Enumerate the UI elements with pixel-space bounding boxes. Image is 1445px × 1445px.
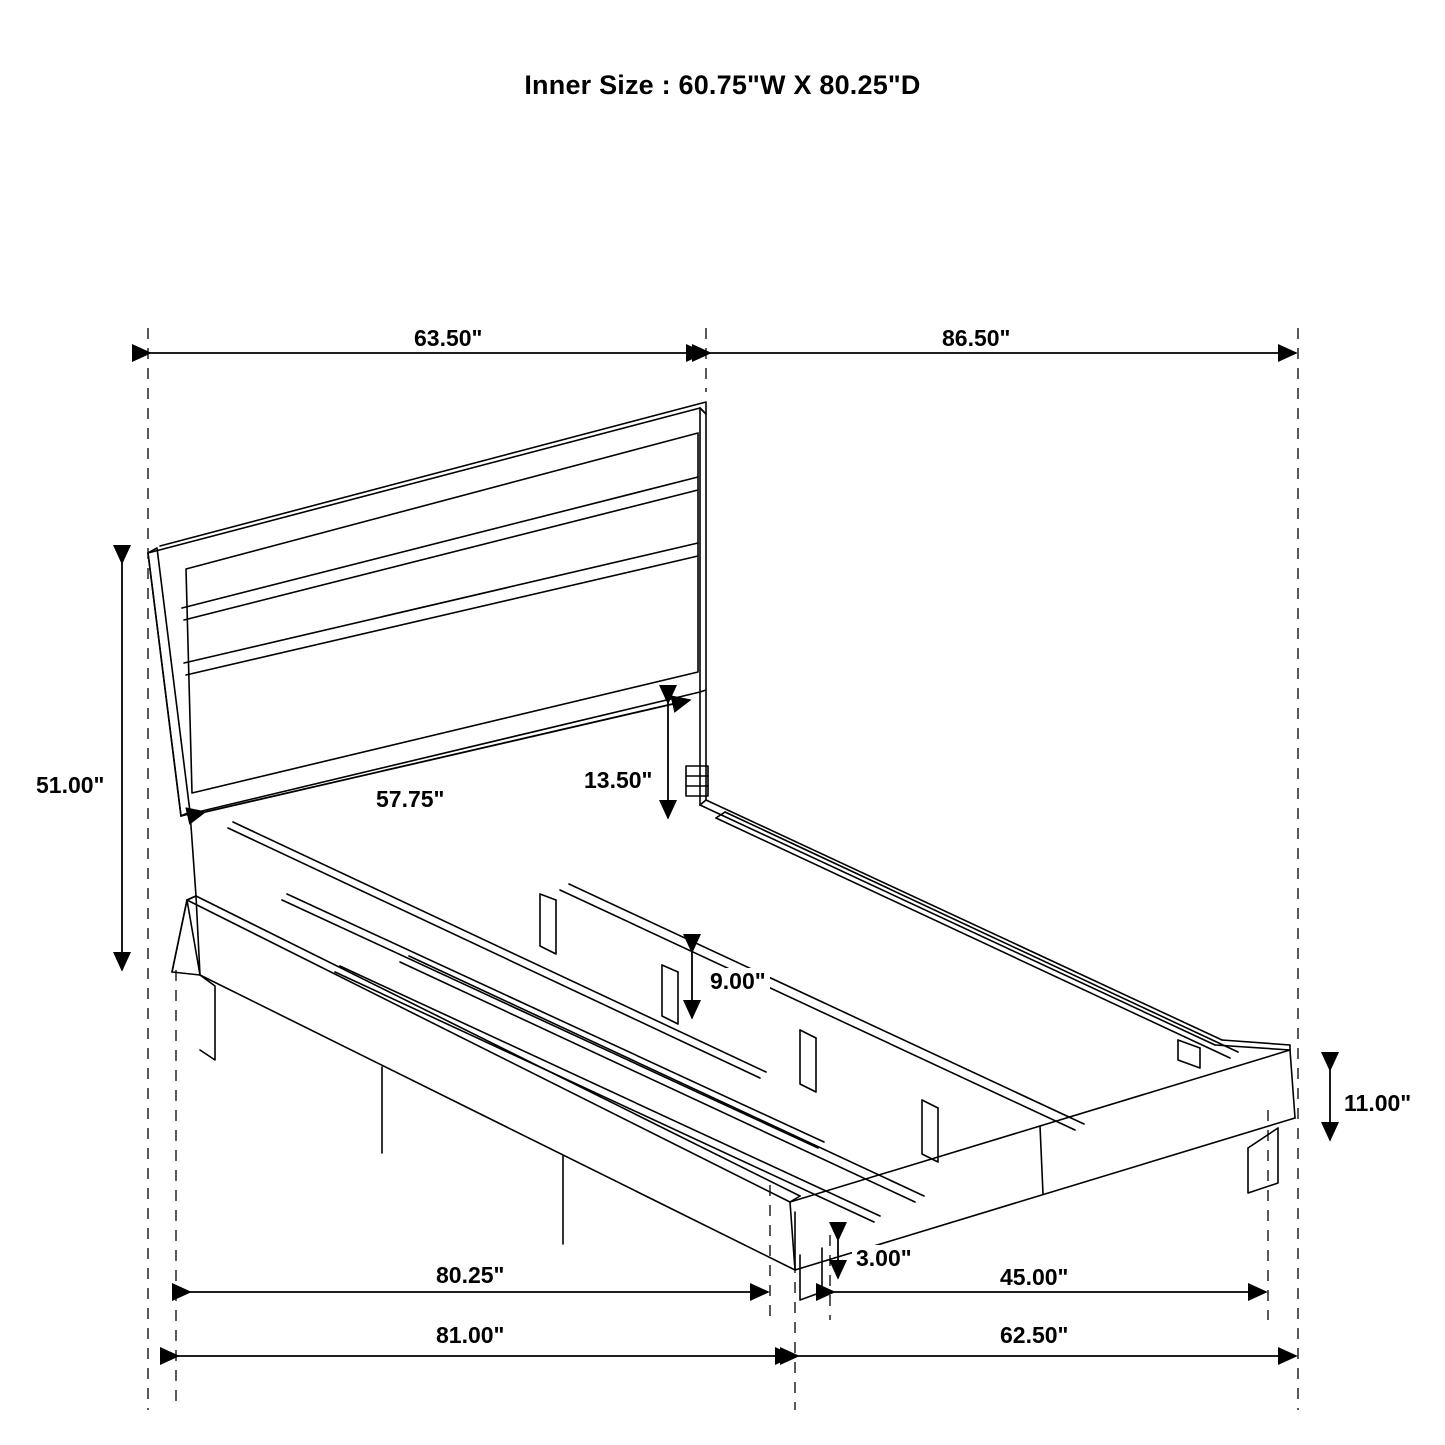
dimension-label-11-00: 11.00": [1340, 1090, 1415, 1117]
dimension-label-80-25: 80.25": [432, 1262, 508, 1289]
dimension-label-3-00: 3.00": [852, 1245, 916, 1272]
dimension-label-13-50: 13.50": [580, 767, 656, 794]
dimension-label-86-50: 86.50": [938, 325, 1014, 352]
dimension-label-57-75: 57.75": [372, 786, 448, 813]
dimension-label-9-00: 9.00": [706, 968, 770, 995]
dimension-label-51-00: 51.00": [32, 772, 108, 799]
dimension-label-81-00: 81.00": [432, 1322, 508, 1349]
dimension-label-45-00: 45.00": [996, 1264, 1072, 1291]
bed-outline: [148, 402, 1295, 1300]
page-title: Inner Size : 60.75"W X 80.25"D: [524, 70, 921, 100]
dimension-label-62-50: 62.50": [996, 1322, 1072, 1349]
extension-lines: [148, 328, 1298, 1410]
dimension-label-63-50: 63.50": [410, 325, 486, 352]
